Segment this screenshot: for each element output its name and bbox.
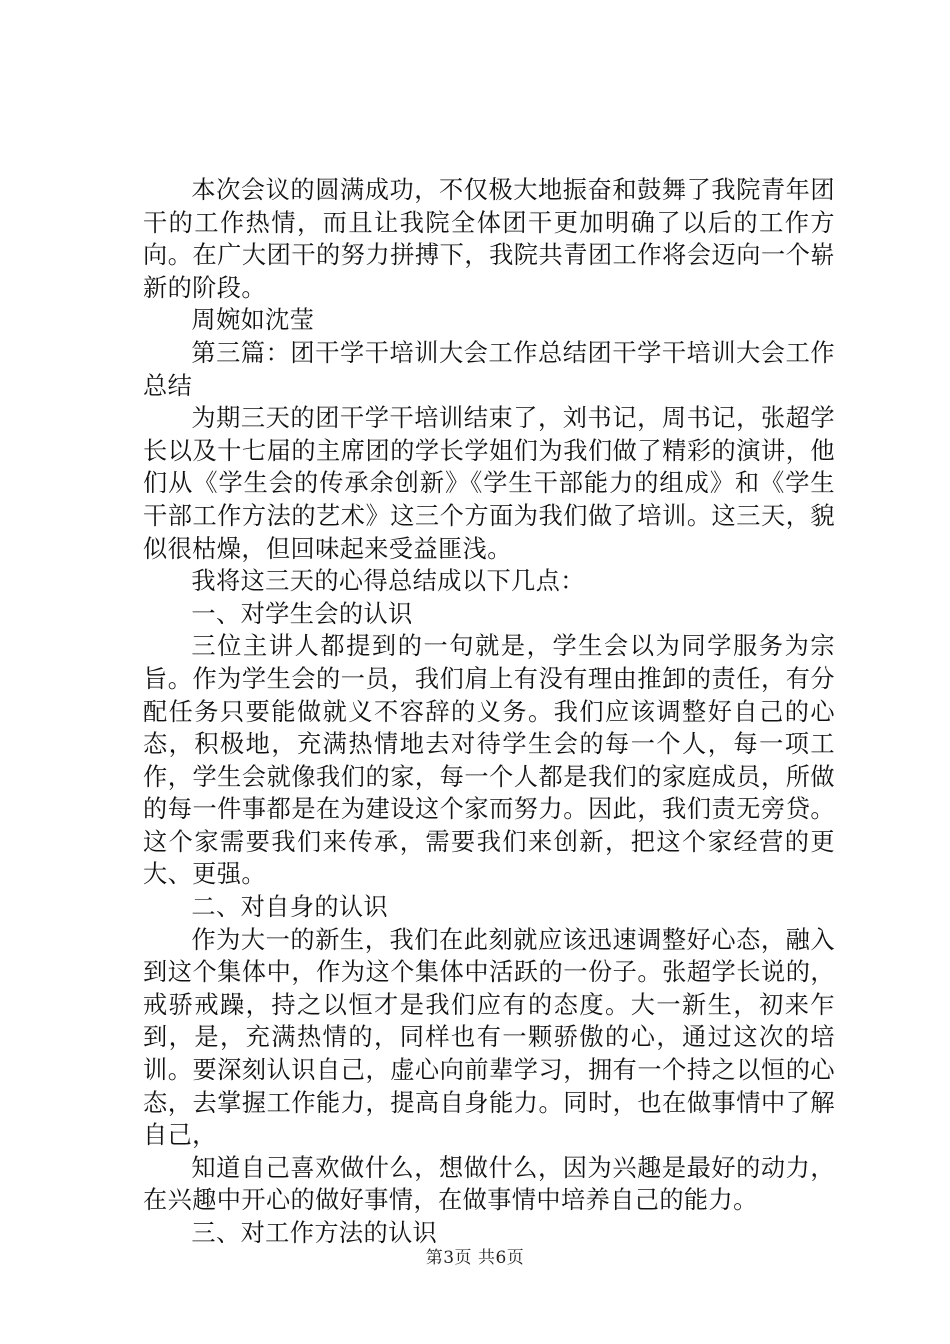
paragraph-intro: 为期三天的团干学干培训结束了，刘书记，周书记，张超学长以及十七届的主席团的学长学姐们为我们做了精彩的演讲，他们从《学生会的传承余创新》《学生干部能力的组成》和《学生干部工作方法的艺术》这三个方面为我们做了培训。这三天，貌似很枯燥，但回味起来受益匪浅。 xyxy=(143,404,835,563)
paragraph-conclusion: 本次会议的圆满成功，不仅极大地振奋和鼓舞了我院青年团干的工作热情，而且让我院全体团干更加明确了以后的工作方向。在广大团干的努力拼搏下，我院共青团工作将会迈向一个崭新的阶段。 xyxy=(143,176,835,302)
paragraph-student-union: 三位主讲人都提到的一句就是，学生会以为同学服务为宗旨。作为学生会的一员，我们肩上有没有理由推卸的责任，有分配任务只要能做就义不容辞的义务。我们应该调整好自己的心态，积极地，充满热情地去对待学生会的每一个人，每一项工作，学生会就像我们的家，每一个人都是我们的家庭成员，所做的每一件事都是在为建设这个家而努力。因此，我们责无旁贷。这个家需要我们来传承，需要我们来创新，把这个家经营的更大、更强。 xyxy=(143,632,835,889)
page-number-footer: 第3页 共6页 xyxy=(425,1248,525,1268)
paragraph-self-awareness: 作为大一的新生，我们在此刻就应该迅速调整好心态，融入到这个集体中，作为这个集体中活跃的一份子。张超学长说的，戒骄戒躁，持之以恒才是我们应有的态度。大一新生，初来乍到，是，充满热情的，同样也有一颗骄傲的心，通过这次的培训。要深刻认识自己，虚心向前辈学习，拥有一个持之以恒的心态，去掌握工作能力，提高自身能力。同时，也在做事情中了解自己， xyxy=(143,925,835,1150)
heading-student-union: 一、对学生会的认识 xyxy=(191,599,413,628)
paragraph-author: 周婉如沈莹 xyxy=(191,306,315,335)
paragraph-interest: 知道自己喜欢做什么，想做什么，因为兴趣是最好的动力，在兴趣中开心的做好事情，在做事情中培养自己的能力。 xyxy=(143,1153,835,1215)
heading-self-awareness: 二、对自身的认识 xyxy=(191,893,389,922)
document-body xyxy=(143,174,835,1250)
heading-work-methods: 三、对工作方法的认识 xyxy=(191,1219,438,1247)
paragraph-summary-lead: 我将这三天的心得总结成以下几点： xyxy=(191,567,585,596)
paragraph-section-title: 第三篇：团干学干培训大会工作总结团干学干培训大会工作总结 xyxy=(143,338,835,400)
